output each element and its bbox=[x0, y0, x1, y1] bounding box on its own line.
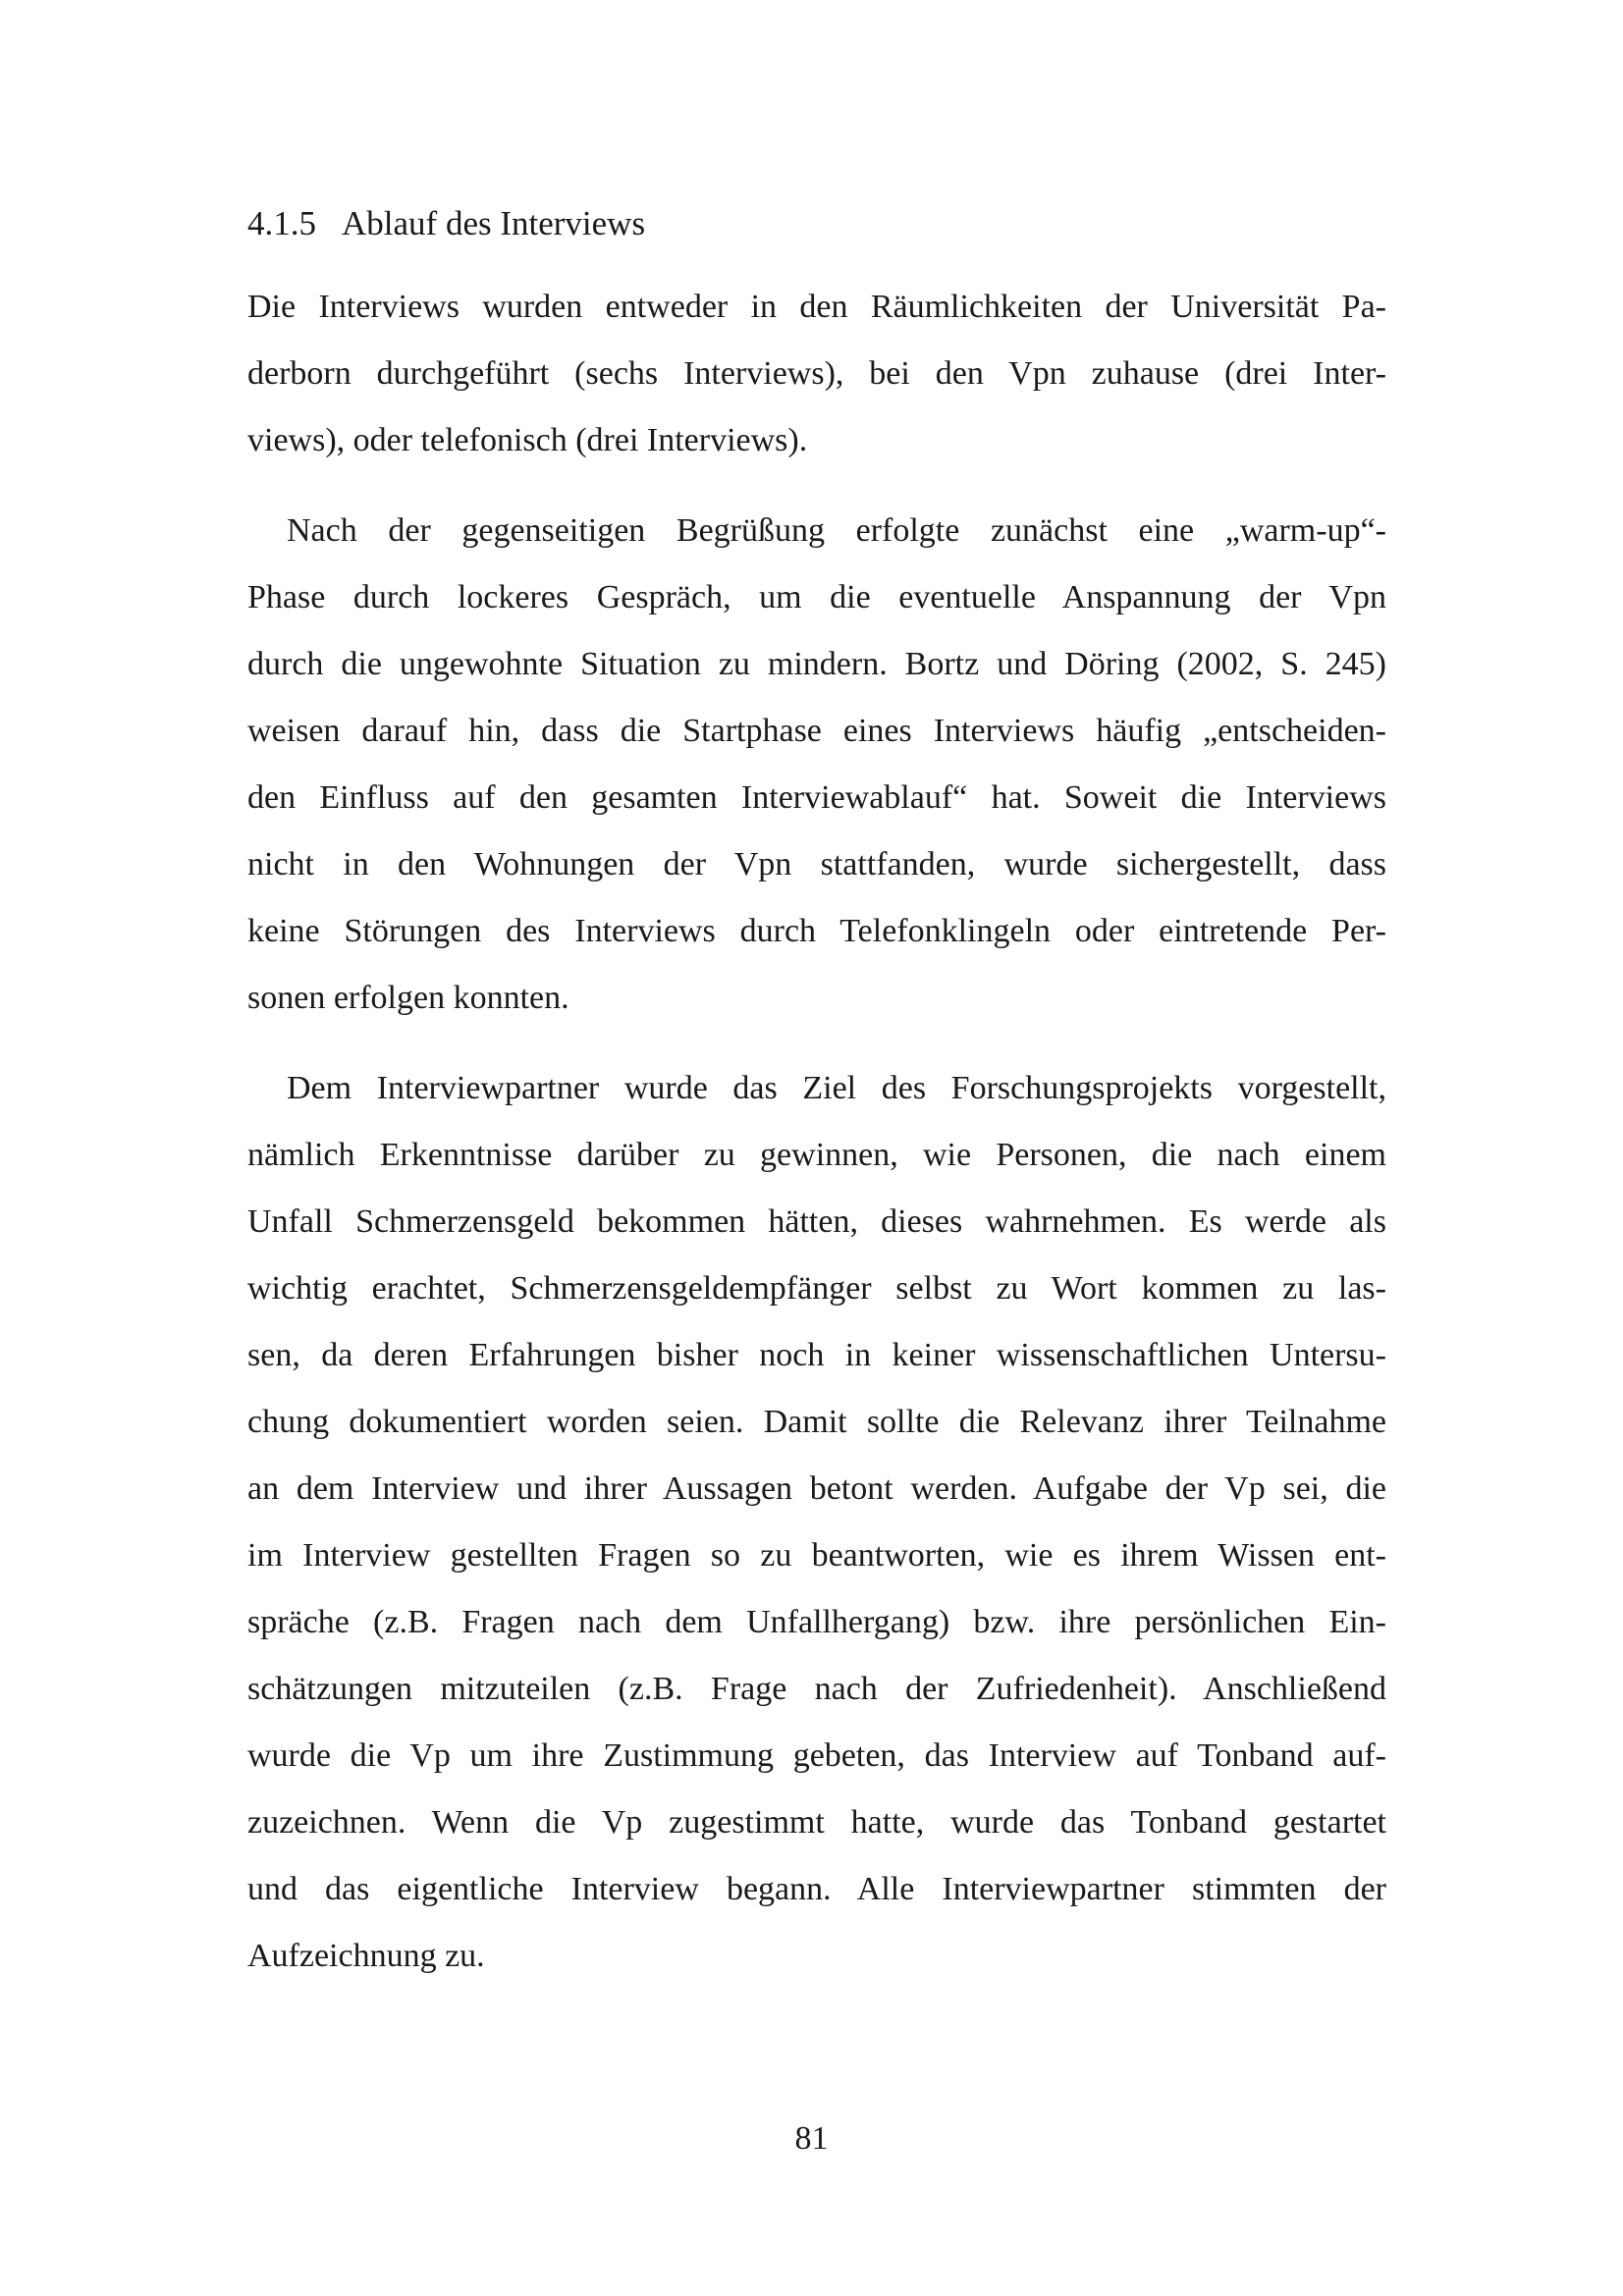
text-line: keine Störungen des Interviews durch Telefonklingeln oder eintretende Per- bbox=[247, 913, 1386, 949]
text-line: zuzeichnen. Wenn die Vp zugestimmt hatte, wurde das Tonband gestartet bbox=[247, 1804, 1386, 1841]
text-line: schätzungen mitzuteilen (z.B. Frage nach der Zufriedenheit). Anschließend bbox=[247, 1671, 1386, 1707]
text-line: Dem Interviewpartner wurde das Ziel des Forschungsprojekts vorgestellt, bbox=[287, 1070, 1386, 1106]
text-line: wurde die Vp um ihre Zustimmung gebeten, das Interview auf Tonband auf- bbox=[247, 1737, 1386, 1774]
text-line: und das eigentliche Interview begann. Alle Interviewpartner stimmten der bbox=[247, 1871, 1386, 1907]
text-line: an dem Interview und ihrer Aussagen betont werden. Aufgabe der Vp sei, die bbox=[247, 1470, 1386, 1507]
page-number: 81 bbox=[794, 2120, 829, 2157]
text-line: sonen erfolgen konnten. bbox=[247, 980, 569, 1016]
text-line: views), oder telefonisch (drei Interviews). bbox=[247, 422, 808, 458]
text-line: weisen darauf hin, dass die Startphase eines Interviews häufig „entscheiden- bbox=[247, 713, 1386, 749]
text-line: chung dokumentiert worden seien. Damit sollte die Relevanz ihrer Teilnahme bbox=[247, 1404, 1386, 1440]
text-line: derborn durchgeführt (sechs Interviews), bei den Vpn zuhause (drei Inter- bbox=[247, 355, 1386, 392]
text-line: wichtig erachtet, Schmerzensgeldempfänger selbst zu Wort kommen zu las- bbox=[247, 1270, 1386, 1307]
text-line: durch die ungewohnte Situation zu mindern. Bortz und Döring (2002, S. 245) bbox=[247, 646, 1386, 682]
text-line: sen, da deren Erfahrungen bisher noch in keiner wissenschaftlichen Untersu- bbox=[247, 1337, 1386, 1373]
text-line: Unfall Schmerzensgeld bekommen hätten, dieses wahrnehmen. Es werde als bbox=[247, 1203, 1386, 1240]
text-line: Nach der gegenseitigen Begrüßung erfolgte zunächst eine „warm-up“- bbox=[287, 512, 1386, 549]
text-line: Phase durch lockeres Gespräch, um die eventuelle Anspannung der Vpn bbox=[247, 579, 1386, 615]
section-heading bbox=[247, 200, 645, 247]
text-line: Aufzeichnung zu. bbox=[247, 1938, 485, 1974]
text-line: spräche (z.B. Fragen nach dem Unfallhergang) bzw. ihre persönlichen Ein- bbox=[247, 1604, 1386, 1640]
section-title: Ablauf des Interviews bbox=[342, 204, 646, 242]
text-line: nicht in den Wohnungen der Vpn stattfanden, wurde sichergestellt, dass bbox=[247, 846, 1386, 882]
text-line: im Interview gestellten Fragen so zu beantworten, wie es ihrem Wissen ent- bbox=[247, 1537, 1386, 1574]
text-line: nämlich Erkenntnisse darüber zu gewinnen, wie Personen, die nach einem bbox=[247, 1137, 1386, 1173]
section-number: 4.1.5 bbox=[247, 204, 316, 242]
text-line: Die Interviews wurden entweder in den Räumlichkeiten der Universität Pa- bbox=[247, 289, 1386, 325]
text-line: den Einfluss auf den gesamten Interviewablauf“ hat. Soweit die Interviews bbox=[247, 779, 1386, 816]
